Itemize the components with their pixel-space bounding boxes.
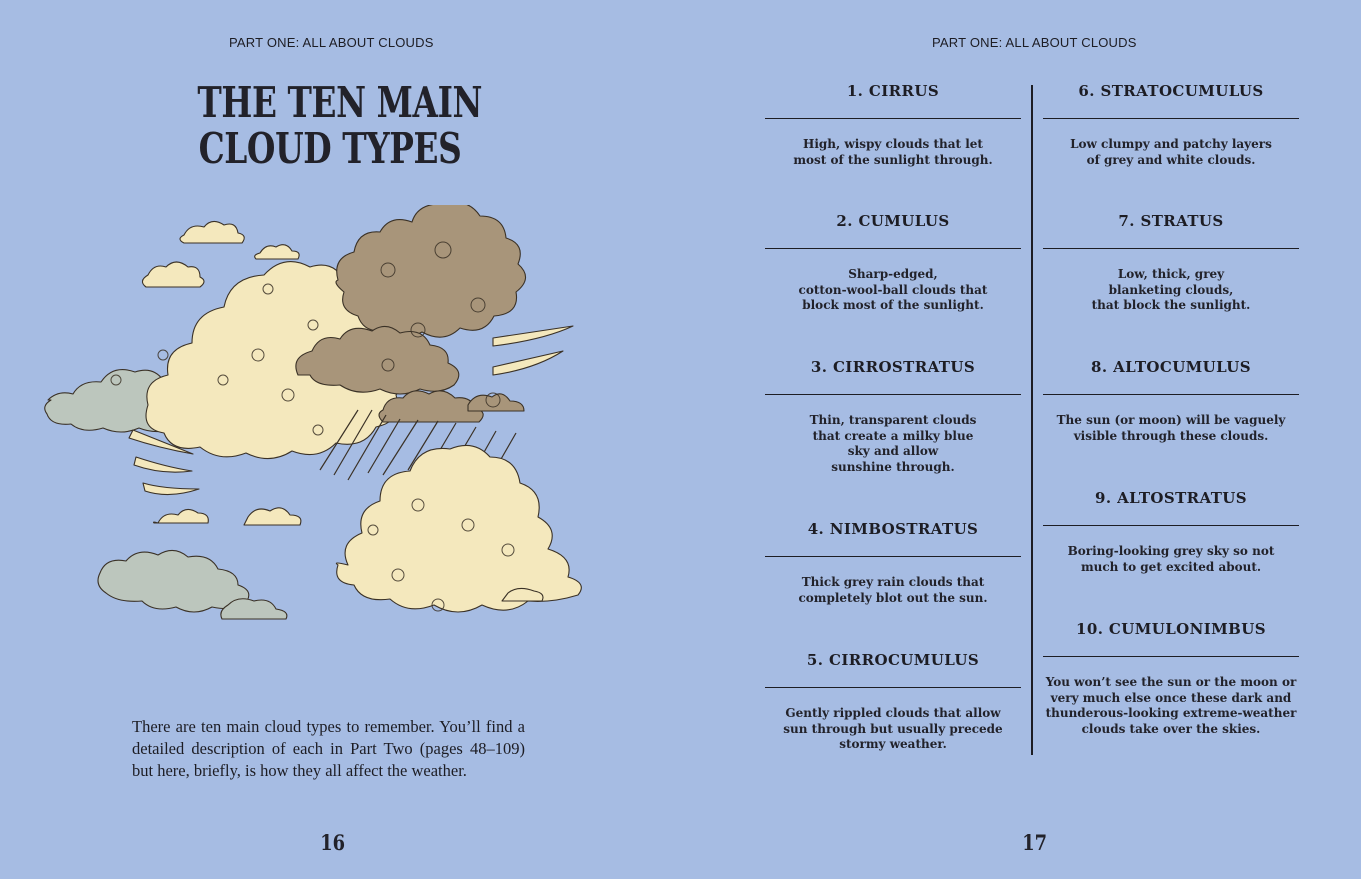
column-divider bbox=[1031, 85, 1033, 755]
cloud-type-name: 2. CUMULUS bbox=[765, 214, 1021, 249]
cloud-entry-cirrostratus bbox=[765, 360, 1021, 475]
cloud-entry-stratus bbox=[1043, 214, 1299, 314]
cloud-type-name: 5. CIRROCUMULUS bbox=[765, 653, 1021, 688]
cloud-entry-nimbostratus bbox=[765, 522, 1021, 606]
title-line-1: THE TEN MAIN bbox=[197, 78, 483, 127]
right-page bbox=[680, 0, 1361, 879]
cloud-type-name: 1. CIRRUS bbox=[765, 84, 1021, 119]
title-line-2: CLOUD TYPES bbox=[198, 124, 462, 173]
cloud-type-description: Thin, transparent clouds that create a milky blue sky and allow sunshine through. bbox=[809, 413, 977, 474]
running-head-left: PART ONE: ALL ABOUT CLOUDS bbox=[229, 35, 434, 50]
cloud-type-description: Sharp-edged, cotton-wool-ball clouds that block most of the sunlight. bbox=[798, 267, 988, 312]
running-head-right: PART ONE: ALL ABOUT CLOUDS bbox=[932, 35, 1137, 50]
cloud-type-description: Thick grey rain clouds that completely blot out the sun. bbox=[798, 575, 988, 605]
cloud-type-name: 3. CIRROSTRATUS bbox=[765, 360, 1021, 395]
cloud-type-name: 6. STRATOCUMULUS bbox=[1043, 84, 1299, 119]
cloud-type-description: The sun (or moon) will be vaguely visible through these clouds. bbox=[1056, 413, 1286, 443]
left-page bbox=[0, 0, 680, 879]
cloud-entry-stratocumulus bbox=[1043, 84, 1299, 168]
cloud-type-name: 4. NIMBOSTRATUS bbox=[765, 522, 1021, 557]
cloud-entry-cumulus bbox=[765, 214, 1021, 314]
cloud-entry-cirrus bbox=[765, 84, 1021, 168]
cloud-type-name: 7. STRATUS bbox=[1043, 214, 1299, 249]
cloud-illustration bbox=[38, 205, 603, 660]
cloud-entry-altostratus bbox=[1043, 491, 1299, 575]
cloud-type-description: Gently rippled clouds that allow sun through but usually precede stormy weather. bbox=[783, 706, 1003, 751]
cloud-entry-cumulonimbus bbox=[1043, 622, 1299, 737]
cloud-type-description: High, wispy clouds that let most of the sunlight through. bbox=[793, 137, 993, 167]
cloud-type-name: 10. CUMULONIMBUS bbox=[1043, 622, 1299, 657]
intro-paragraph: There are ten main cloud types to remember. You’ll find a detailed description of each in Part Two (pages 48–109) but here, briefly, is how they all affect the weather. bbox=[132, 717, 525, 780]
page-number-right: 17 bbox=[1022, 830, 1048, 855]
page-title bbox=[197, 78, 483, 173]
cloud-type-name: 9. ALTOSTRATUS bbox=[1043, 491, 1299, 526]
cloud-type-description: Low clumpy and patchy layers of grey and white clouds. bbox=[1070, 137, 1272, 167]
page-number-left: 16 bbox=[320, 830, 346, 855]
cloud-entry-altocumulus bbox=[1043, 360, 1299, 444]
cloud-type-description: You won’t see the sun or the moon or very much else once these dark and thunderous-looking extreme-weather clouds take over the skies. bbox=[1045, 675, 1297, 736]
cloud-type-description: Boring-looking grey sky so not much to get excited about. bbox=[1067, 544, 1275, 574]
cloud-type-description: Low, thick, grey blanketing clouds, that block the sunlight. bbox=[1091, 267, 1251, 312]
cloud-type-name: 8. ALTOCUMULUS bbox=[1043, 360, 1299, 395]
cloud-entry-cirrocumulus bbox=[765, 653, 1021, 753]
